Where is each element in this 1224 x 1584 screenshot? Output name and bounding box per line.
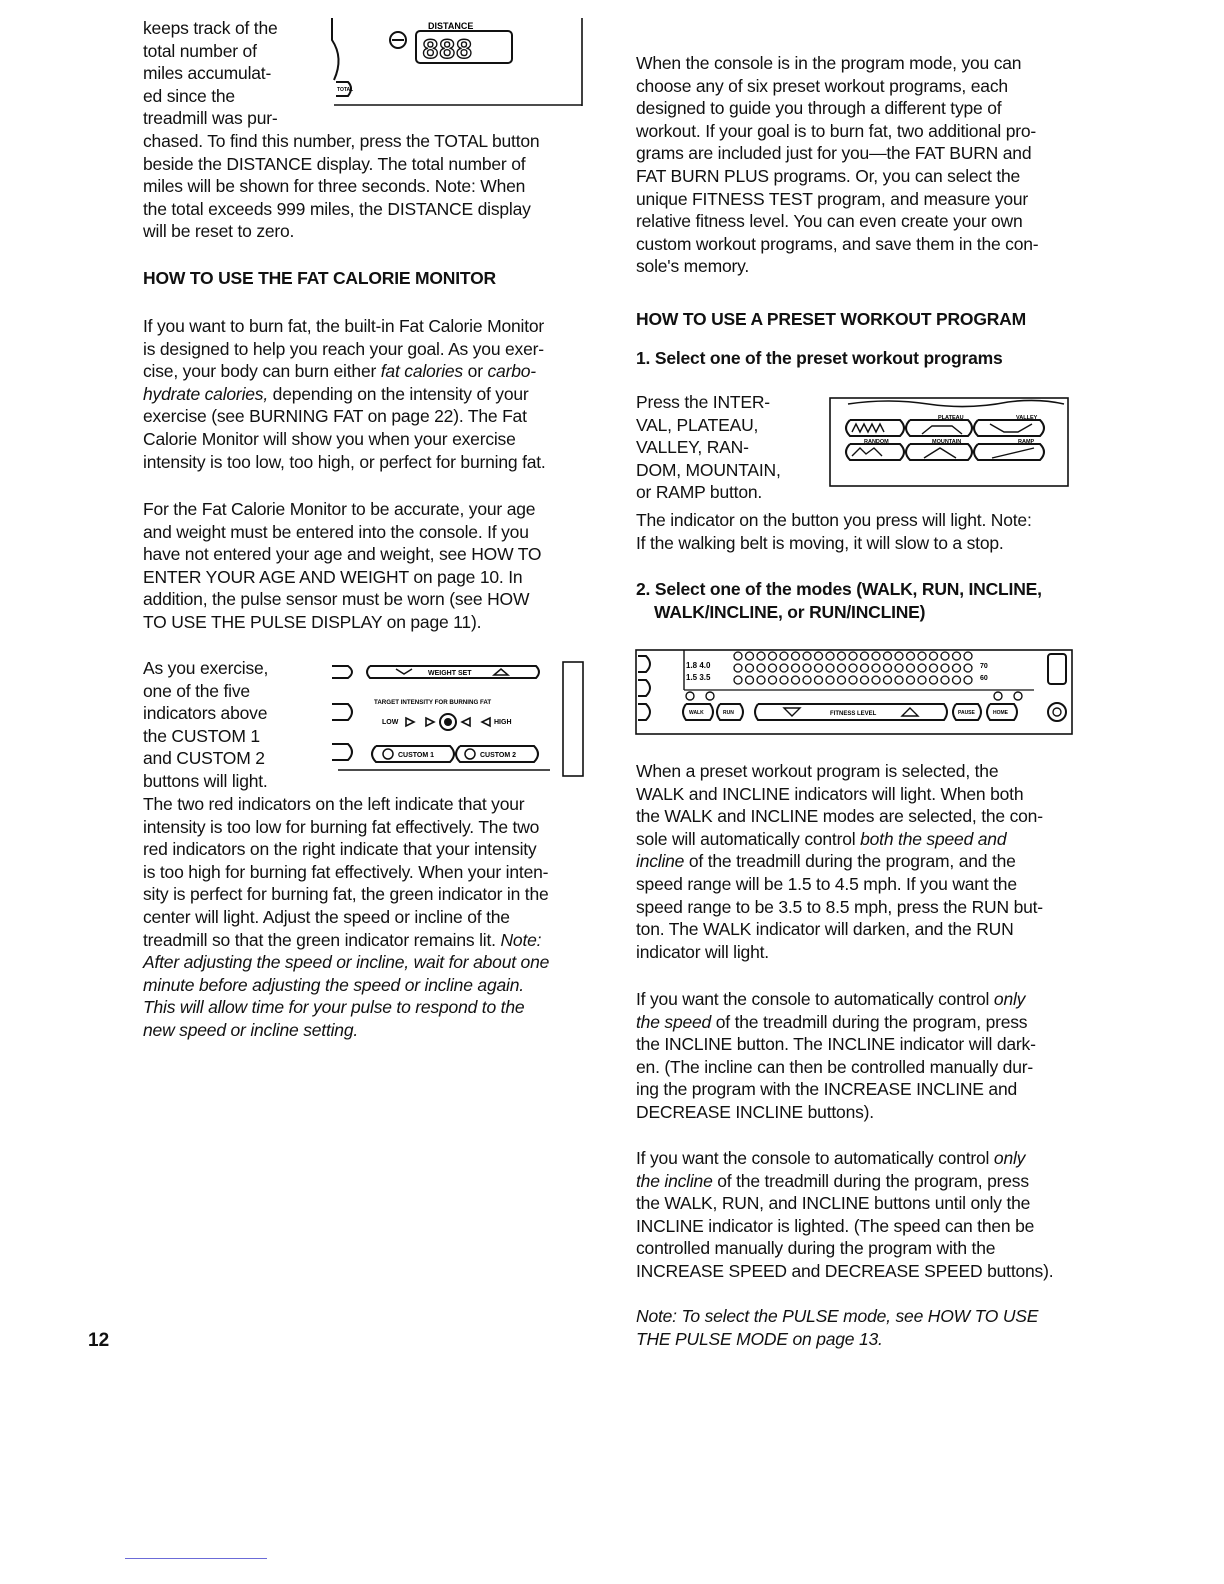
walk-label: WALK	[689, 710, 704, 716]
text-line: TO USE THE PULSE DISPLAY on page 11).	[143, 611, 482, 632]
text-line: is designed to help you reach your goal. As you exer-	[143, 338, 544, 359]
text-line: The two red indicators on the left indicate that your	[143, 794, 525, 814]
italic-span: incline	[636, 851, 685, 872]
led-dot	[792, 676, 800, 684]
led-dot	[815, 652, 823, 660]
random-button[interactable]	[846, 444, 904, 460]
text-line: intensity is too low, too high, or perfect for burning fat.	[143, 451, 546, 472]
text-line: For the Fat Calorie Monitor to be accurate, your age	[143, 499, 536, 519]
led-dot	[861, 652, 869, 660]
page-number: 12	[88, 1330, 110, 1351]
text-line	[636, 1011, 1086, 1034]
led-dot	[826, 664, 834, 672]
led-dot	[815, 676, 823, 684]
text-line: INCREASE SPEED and DECREASE SPEED buttons).	[636, 1260, 1054, 1281]
text-line: or RAMP button.	[636, 482, 763, 503]
text-line: new speed or incline setting.	[143, 1019, 359, 1040]
led-dot	[953, 664, 961, 672]
led-dot	[872, 676, 880, 684]
fat-monitor-figure	[330, 660, 585, 782]
matrix-row-2-label: 1.5 3.5	[686, 673, 711, 682]
led-dot	[734, 652, 742, 660]
led-dot	[734, 676, 742, 684]
valley-label: VALLEY	[1016, 415, 1038, 421]
italic-span: hydrate calories,	[143, 383, 268, 404]
led-dot	[953, 676, 961, 684]
valley-button[interactable]	[974, 420, 1044, 436]
italic-span: Note:	[500, 929, 542, 950]
led-dot	[838, 652, 846, 660]
italic-span: carbo-	[487, 361, 536, 382]
led-dot	[746, 652, 754, 660]
text-line: When the console is in the program mode, you can	[636, 53, 1022, 73]
text-span: cise, your body can burn either	[143, 361, 381, 382]
text-line: workout. If your goal is to burn fat, two additional pro-	[636, 120, 1037, 141]
distance-display-figure	[330, 18, 586, 110]
text-line: choose any of six preset workout programs, each	[636, 75, 1008, 96]
text-line: relative fitness level. You can even create your own	[636, 211, 1023, 232]
italic-span: both the speed and	[860, 828, 1007, 849]
led-dot	[907, 676, 915, 684]
led-dot	[930, 652, 938, 660]
low-label: LOW	[382, 719, 399, 726]
text-line: WALK/INCLINE, or RUN/INCLINE)	[654, 601, 926, 622]
led-dot	[918, 652, 926, 660]
led-dot	[918, 676, 926, 684]
led-dot	[895, 664, 903, 672]
led-dot	[826, 652, 834, 660]
italic-span: the incline	[636, 1170, 713, 1191]
text-line: have not entered your age and weight, see HOW TO	[143, 544, 542, 565]
step-2-heading	[636, 578, 1086, 623]
text-line: custom workout programs, and save them in the con-	[636, 233, 1039, 254]
text-line: and weight must be entered into the console. If you	[143, 521, 529, 542]
text-line: exercise (see BURNING FAT on page 22). The Fat	[143, 406, 527, 427]
text-line: buttons will light.	[143, 770, 268, 791]
led-dot	[849, 652, 857, 660]
led-dot	[734, 664, 742, 672]
text-line	[143, 383, 603, 406]
text-line: Press the INTER-	[636, 392, 770, 412]
random-label: RANDOM	[864, 439, 889, 445]
text-line: unique FITNESS TEST program, and measure your	[636, 188, 1029, 209]
italic-span: the speed	[636, 1011, 712, 1032]
text-span: of the treadmill during the program, and the	[684, 851, 1016, 872]
led-dot	[757, 676, 765, 684]
led-matrix	[734, 652, 972, 684]
text-line: 2. Select one of the modes (WALK, RUN, INCLINE,	[636, 579, 1042, 599]
led-dot	[884, 652, 892, 660]
mountain-button[interactable]	[906, 444, 972, 460]
led-dot	[803, 664, 811, 672]
led-dot	[930, 676, 938, 684]
led-dot	[849, 676, 857, 684]
led-dot	[884, 676, 892, 684]
text-line: is too high for burning fat effectively. When your inten-	[143, 861, 549, 882]
text-line	[143, 360, 603, 383]
text-line: the CUSTOM 1	[143, 725, 260, 746]
ramp-label: RAMP	[1018, 439, 1035, 445]
text-line: will be reset to zero.	[143, 221, 295, 242]
led-dot	[953, 652, 961, 660]
led-dot	[769, 664, 777, 672]
text-span: of the treadmill during the program, press	[711, 1011, 1028, 1032]
matrix-right-1: 70	[980, 663, 988, 670]
text-line: As you exercise,	[143, 658, 269, 678]
text-line: chased. To find this number, press the TOTAL button	[143, 131, 540, 151]
text-line: DECREASE INCLINE buttons).	[636, 1101, 874, 1122]
text-line: center will light. Adjust the speed or incline of the	[143, 906, 510, 927]
led-dot	[895, 676, 903, 684]
preset-program-heading: HOW TO USE A PRESET WORKOUT PROGRAM	[636, 309, 1026, 329]
text-line: The indicator on the button you press will light. Note:	[636, 510, 1032, 530]
side-round-button[interactable]	[1048, 703, 1066, 721]
led-dot	[941, 664, 949, 672]
step-1-heading: 1. Select one of the preset workout programs	[636, 348, 1003, 368]
text-line: speed range will be 1.5 to 4.5 mph. If you want the	[636, 873, 1017, 894]
low-indicator	[426, 718, 434, 726]
mode-buttons-figure	[634, 640, 1074, 736]
text-line: INCLINE indicator is lighted. (The speed can then be	[636, 1215, 1035, 1236]
led-dot	[849, 664, 857, 672]
text-span: treadmill so that the green indicator remains lit.	[143, 929, 501, 950]
program-buttons-wrap	[636, 391, 816, 504]
text-line	[636, 1170, 1086, 1193]
distance-label: DISTANCE	[428, 21, 474, 31]
text-line: the WALK and INCLINE modes are selected, the con-	[636, 806, 1043, 827]
led-dot	[964, 652, 972, 660]
italic-span: only	[993, 1148, 1026, 1168]
led-dot	[895, 652, 903, 660]
preset-selected-paragraph	[636, 760, 1086, 963]
high-indicator	[462, 718, 470, 726]
indicator-intro-wrap	[143, 657, 313, 793]
led-dot	[964, 676, 972, 684]
text-line: After adjusting the speed or incline, wait for about one	[143, 952, 550, 973]
led-dot	[838, 664, 846, 672]
program-buttons-figure	[828, 396, 1074, 488]
text-line: FAT BURN PLUS programs. Or, you can select the	[636, 165, 1021, 186]
custom-2-label: CUSTOM 2	[480, 752, 517, 759]
text-line: ing the program with the INCREASE INCLINE and	[636, 1079, 1018, 1100]
text-line: ton. The WALK indicator will darken, and the RUN	[636, 919, 1014, 940]
high-label: HIGH	[494, 719, 512, 726]
text-span: If you want the console to automatically control	[636, 989, 994, 1009]
indicator-paragraph	[143, 793, 603, 1042]
text-line: keeps track of the	[143, 18, 278, 38]
text-line: sole's memory.	[636, 256, 750, 277]
fat-monitor-paragraph	[143, 315, 603, 473]
matrix-row-1-label: 1.8 4.0	[686, 661, 711, 670]
text-line: miles will be shown for three seconds. Note: When	[143, 176, 526, 197]
text-line: VAL, PLATEAU,	[636, 414, 759, 435]
led-dot	[930, 664, 938, 672]
text-line: intensity is too low for burning fat effectively. The two	[143, 816, 540, 837]
text-line: and CUSTOM 2	[143, 748, 265, 769]
led-dot	[907, 652, 915, 660]
text-line: If the walking belt is moving, it will slow to a stop.	[636, 532, 1004, 553]
low-indicator	[406, 718, 414, 726]
led-dot	[792, 652, 800, 660]
high-indicator	[482, 718, 490, 726]
text-line: If you want to burn fat, the built-in Fat Calorie Monitor	[143, 316, 545, 336]
text-line: minute before adjusting the speed or incline again.	[143, 974, 524, 995]
plateau-label: PLATEAU	[938, 415, 964, 421]
led-dot	[861, 676, 869, 684]
text-span: or	[463, 361, 488, 382]
text-line: beside the DISTANCE display. The total number of	[143, 153, 526, 174]
mountain-label: MOUNTAIN	[932, 439, 962, 445]
text-line: sity is perfect for burning fat, the green indicator in the	[143, 884, 549, 905]
weight-set-label: WEIGHT SET	[428, 670, 472, 677]
text-line: When a preset workout program is selected, the	[636, 761, 999, 781]
pulse-mode-note	[636, 1305, 1086, 1350]
text-line: total number of	[143, 40, 257, 61]
text-line: THE PULSE MODE on page 13.	[636, 1328, 883, 1349]
text-line: This will allow time for your pulse to respond to the	[143, 997, 525, 1018]
text-span: If you want the console to automatically control	[636, 1148, 994, 1168]
text-line: miles accumulat-	[143, 63, 272, 84]
led-dot	[884, 664, 892, 672]
text-line: addition, the pulse sensor must be worn (see HOW	[143, 589, 530, 610]
text-line	[636, 850, 1086, 873]
total-label: TOTAL	[337, 87, 354, 93]
side-button[interactable]	[1048, 654, 1066, 684]
led-dot	[941, 652, 949, 660]
led-dot	[918, 664, 926, 672]
text-line: the WALK, RUN, and INCLINE buttons until only the	[636, 1193, 1031, 1214]
pause-label: PAUSE	[958, 710, 975, 716]
text-line: DOM, MOUNTAIN,	[636, 459, 781, 480]
ramp-button[interactable]	[974, 444, 1044, 460]
led-dot	[803, 652, 811, 660]
text-line	[636, 988, 1086, 1011]
text-line: WALK and INCLINE indicators will light. When both	[636, 783, 1024, 804]
italic-span: only	[993, 989, 1026, 1009]
incline-only-paragraph	[636, 1147, 1086, 1283]
italic-span: fat calories	[380, 361, 463, 382]
led-dot	[941, 676, 949, 684]
text-line: grams are included just for you—the FAT BURN and	[636, 143, 1032, 164]
fitness-level-label: FITNESS LEVEL	[830, 711, 877, 717]
text-line: designed to guide you through a different type of	[636, 98, 1002, 119]
led-dot	[803, 676, 811, 684]
run-label: RUN	[723, 710, 734, 716]
led-dot	[872, 664, 880, 672]
led-dot	[769, 652, 777, 660]
led-dot	[780, 664, 788, 672]
text-span: depending on the intensity of your	[268, 383, 529, 404]
text-line: Note: To select the PULSE mode, see HOW TO USE	[636, 1306, 1039, 1326]
led-dot	[757, 664, 765, 672]
text-line: red indicators on the right indicate that your intensity	[143, 839, 537, 860]
text-line: treadmill was pur-	[143, 108, 278, 129]
text-line: speed range to be 3.5 to 8.5 mph, press the RUN but-	[636, 896, 1043, 917]
home-label: HOME	[993, 710, 1008, 716]
text-line: ed since the	[143, 85, 235, 106]
led-dot	[757, 652, 765, 660]
led-dot	[964, 664, 972, 672]
led-dot	[838, 676, 846, 684]
target-intensity-label: TARGET INTENSITY FOR BURNING FAT	[374, 699, 492, 706]
led-dot	[872, 652, 880, 660]
accuracy-paragraph	[143, 498, 603, 634]
program-mode-paragraph	[636, 52, 1086, 278]
text-line: one of the five	[143, 680, 250, 701]
text-line: en. (The incline can then be controlled manually dur-	[636, 1056, 1033, 1077]
text-line: the INCLINE button. The INCLINE indicator will dark-	[636, 1034, 1036, 1055]
text-line: ENTER YOUR AGE AND WEIGHT on page 10. In	[143, 566, 523, 587]
led-dot	[746, 676, 754, 684]
text-line: controlled manually during the program with the	[636, 1238, 996, 1259]
speed-only-paragraph	[636, 988, 1086, 1124]
text-span: of the treadmill during the program, press	[712, 1170, 1029, 1191]
text-line: the total exceeds 999 miles, the DISTANCE display	[143, 198, 531, 219]
led-dot	[815, 664, 823, 672]
led-dot	[746, 664, 754, 672]
text-line: Calorie Monitor will show you when your exercise	[143, 428, 516, 449]
led-dot	[780, 652, 788, 660]
text-line: indicator will light.	[636, 941, 769, 962]
text-line: indicators above	[143, 703, 268, 724]
text-line	[636, 828, 1086, 851]
text-line	[636, 1147, 1086, 1170]
distance-intro-wrap	[143, 17, 313, 130]
custom-1-label: CUSTOM 1	[398, 752, 435, 759]
led-dot	[826, 676, 834, 684]
matrix-right-2: 60	[980, 675, 988, 682]
led-dot	[861, 664, 869, 672]
fat-monitor-heading: HOW TO USE THE FAT CALORIE MONITOR	[143, 268, 496, 288]
text-line	[143, 929, 603, 952]
led-dot	[907, 664, 915, 672]
text-line: VALLEY, RAN-	[636, 437, 749, 458]
footer-rule	[125, 1558, 267, 1559]
distance-paragraph	[143, 130, 603, 243]
led-dot	[769, 676, 777, 684]
step-1-paragraph	[636, 509, 1086, 554]
led-dot	[792, 664, 800, 672]
text-span: sole will automatically control	[636, 828, 861, 849]
led-dot	[780, 676, 788, 684]
distance-value: 888	[422, 36, 473, 67]
